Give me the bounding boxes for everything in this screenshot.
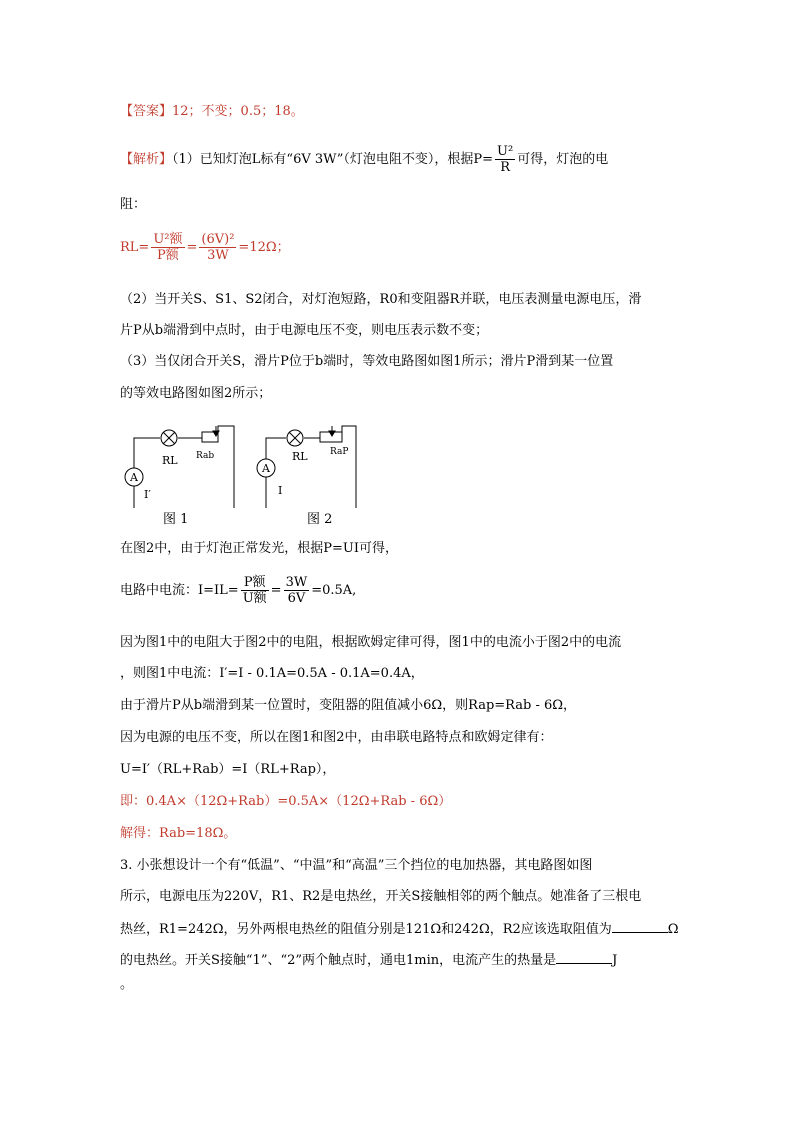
power-formula-fraction [495, 144, 515, 175]
i-lhs: 电路中电流：I=IL= [120, 583, 239, 598]
lamp-icon [161, 430, 177, 446]
analysis-line-8: U=I′（RL+Rab）=I（RL+Rap）， [120, 762, 336, 777]
question3-text-3b: Ω [667, 922, 679, 937]
analysis-line-5b: ，则图1中电流：I′=I - 0.1A=0.5A - 0.1A=0.4A， [120, 666, 424, 681]
answer-blank-1[interactable] [612, 920, 668, 933]
fig1-ammeter-label: A [130, 471, 138, 484]
question3-text-3a: 热丝，R1=242Ω，另外两根电热丝的阻值分别是121Ω和242Ω，R2应该选取阻值为 [120, 922, 612, 937]
rl-lhs: RL= [120, 240, 150, 255]
fig1-resistor-label: Rab [196, 451, 215, 461]
analysis-line-1 [120, 143, 608, 177]
fig2-current-label: I [278, 484, 283, 497]
question3-text-4b: J [612, 953, 618, 968]
analysis-line-6: 由于滑片P从b端滑到某一位置时，变阻器的阻值减小6Ω，则Rap=Rab - 6Ω， [120, 698, 577, 713]
analysis-text-1b: 可得，灯泡的电 [517, 152, 609, 167]
answer-blank-2[interactable] [556, 951, 612, 964]
analysis-line-4: 在图2中，由于灯泡正常发光，根据P=UI可得， [120, 541, 399, 556]
i-eq: = [270, 583, 282, 598]
rl-f1-den: P额 [157, 248, 179, 263]
fig2-resistor-label: RaP [330, 447, 349, 457]
question3-line-2: 所示，电源电压为220V，R1、R2是电热丝，开关S接触相邻的两个触点。她准备了三根电 [120, 889, 642, 904]
analysis-line-3b: 的等效电路图如图2所示； [120, 386, 272, 401]
i-f1-den: U额 [242, 591, 267, 606]
analysis-line-3a: （3）当仅闭合开关S，滑片P位于b端时，等效电路图如图1所示；滑片P滑到某一位置 [120, 354, 614, 369]
fig1-lamp-label: RL [162, 454, 178, 467]
analysis-line-9: 即：0.4A×（12Ω+Rab）=0.5A×（12Ω+Rab - 6Ω） [120, 794, 452, 809]
rl-result: =12Ω； [238, 240, 290, 255]
figure-2-caption: 图 2 [307, 512, 333, 527]
fraction-denominator: R [500, 160, 511, 175]
figure-1-caption: 图 1 [163, 512, 189, 527]
analysis-line-5a: 因为图1中的电阻大于图2中的电阻，根据欧姆定律可得，图1中的电流小于图2中的电流 [120, 635, 622, 650]
i-f2-den: 6V [287, 591, 306, 606]
rl-f2-num: (6V)² [201, 232, 235, 247]
fig2-ammeter-label: A [262, 462, 270, 475]
analysis-text-1c: 阻： [120, 197, 147, 212]
analysis-line-2a: （2）当开关S、S1、S2闭合，对灯泡短路，R0和变阻器R并联，电压表测量电源电压，滑 [120, 292, 642, 307]
question3-line-5: 。 [120, 977, 134, 992]
i-fraction-1 [241, 575, 269, 606]
question3-line-4 [120, 951, 617, 970]
fraction-numerator: U² [497, 144, 514, 159]
analysis-line-7: 因为电源的电压不变，所以在图1和图2中，由串联电路特点和欧姆定律有： [120, 730, 553, 745]
rl-fraction-1 [151, 232, 184, 263]
i-fraction-2 [284, 575, 310, 606]
analysis-line-2b: 片P从b端滑到中点时，由于电源电压不变，则电压表示数不变； [120, 323, 489, 338]
i-result: =0.5A, [311, 583, 357, 598]
rl-formula [120, 231, 290, 265]
answer-text: 12；不变；0.5；18。 [172, 104, 304, 119]
rl-f2-den: 3W [207, 248, 229, 263]
current-formula [120, 574, 356, 608]
i-f1-num: P额 [241, 575, 269, 591]
answer-line [120, 103, 304, 121]
analysis-line-1c [120, 196, 146, 214]
analysis-line-10: 解得：Rab=18Ω。 [120, 826, 237, 841]
rl-fraction-2 [199, 232, 236, 263]
answer-tag: 【答案】 [120, 104, 173, 119]
analysis-tag: 【解析】 [120, 152, 173, 167]
i-f2-num: 3W [285, 575, 308, 590]
rl-eq: = [186, 240, 198, 255]
fig1-current-label: I′ [144, 488, 151, 501]
circuit-figures [120, 422, 380, 512]
fig2-lamp-label: RL [292, 450, 308, 463]
rl-f1-num: U²额 [153, 232, 183, 247]
question3-line-3 [120, 920, 679, 939]
lamp-icon-2 [287, 430, 303, 446]
analysis-text-1a: （1）已知灯泡L标有“6V 3W”（灯泡电阻不变），根据P= [172, 152, 494, 167]
question3-line-1: 3. 小张想设计一个有“低温”、“中温”和“高温”三个挡位的电加热器，其电路图如图 [120, 858, 593, 873]
question3-text-4a: 的电热丝。开关S接触“1”、“2”两个触点时，通电1min，电流产生的热量是 [120, 953, 557, 968]
